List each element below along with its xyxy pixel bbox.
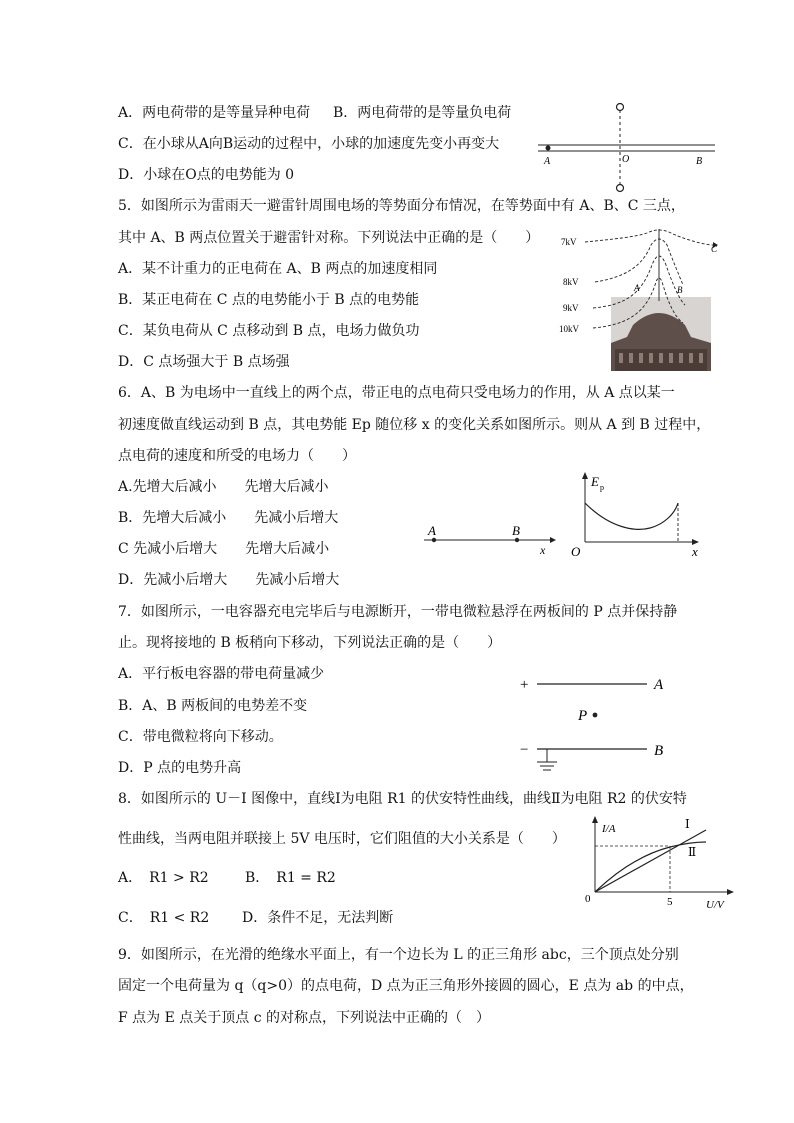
- q7-minus-sign: −: [520, 742, 529, 758]
- q7-option-a: A．平行板电容器的带电荷量减少: [118, 666, 325, 682]
- q5-label-9kv: 9kV: [563, 303, 579, 313]
- q4-label-o: O: [622, 154, 630, 165]
- q6-stem-line3: 点电荷的速度和所受的电场力（ ）: [118, 448, 356, 464]
- q4-figure: [530, 95, 730, 195]
- particle-icon: [593, 713, 598, 718]
- q7-option-d: D．P 点的电势升高: [118, 760, 242, 776]
- q6-label-a: A: [428, 523, 436, 538]
- q5-option-d: D．C 点场强大于 B 点场强: [118, 354, 290, 370]
- ep-curve: [585, 503, 678, 529]
- q7-label-b: B: [654, 743, 664, 759]
- q7-option-c: C．带电微粒将向下移动。: [118, 729, 283, 745]
- q7-option-b: B．A、B 两板间的电势差不变: [118, 698, 308, 714]
- q6-ep-graph: [565, 470, 705, 560]
- q7-stem-line2: 止。现将接地的 B 板稍向下移动，下列说法正确的是（ ）: [118, 635, 502, 651]
- q8-stem-line1: 8．如图所示的 U－I 图像中，直线Ⅰ为电阻 R1 的伏安特性曲线，曲线Ⅱ为电阻 R2 的伏安特: [118, 791, 687, 807]
- bottom-charge-icon: [617, 185, 624, 192]
- q4-label-a: A: [544, 156, 551, 167]
- point-a-icon: [432, 538, 436, 542]
- top-charge-icon: [617, 104, 624, 111]
- q8-iu-graph: [578, 812, 738, 912]
- q8-label-line2: Ⅱ: [688, 845, 697, 859]
- q6-line-figure: [420, 515, 560, 560]
- q5-option-b: B．某正电荷在 C 点的电势能小于 B 点的电势能: [118, 292, 420, 308]
- q8-option-b: B． R1 = R2: [245, 870, 336, 886]
- q5-option-a: A．某不计重力的正电荷在 A、B 两点的加速度相同: [118, 261, 438, 277]
- q5-stem-line1: 5．如图所示为雷雨天一避雷针周围电场的等势面分布情况，在等势面中有 A、B、C 三点，: [118, 198, 685, 214]
- q6-label-o: O: [571, 544, 581, 559]
- q8-label-x: U/V: [706, 899, 724, 911]
- q6-label-b: B: [512, 523, 520, 538]
- q9-stem-line2: 固定一个电荷量为 q（q>0）的点电荷，D 点为正三角形外接圆的圆心，E 点为 ab 的中点，: [118, 978, 694, 994]
- q8-label-origin: 0: [585, 893, 591, 905]
- q7-label-p: P: [578, 708, 588, 724]
- q6-option-c: C 先减小后增大 先增大后减小: [118, 541, 330, 557]
- q5-stem-line2: 其中 A、B 两点位置关于避雷针对称。下列说法中正确的是（ ）: [118, 230, 540, 246]
- q8-stem-line2: 性曲线，当两电阻并联接上 5V 电压时，它们阻值的大小关系是（ ）: [118, 831, 566, 847]
- q4-option-d: D．小球在O点的电势能为 0: [118, 167, 295, 183]
- q6-label-x2: x: [692, 544, 698, 559]
- ground-icon: [537, 749, 557, 770]
- q8-label-line1: Ⅰ: [685, 817, 690, 831]
- ball-icon: [546, 146, 551, 151]
- q9-stem-line3: F 点为 E 点关于顶点 c 的对称点，下列说法中正确的（ ）: [118, 1010, 491, 1026]
- q8-option-c: C． R1 < R2: [118, 910, 210, 926]
- q6-option-b: B．先增大后减小 先减小后增大: [118, 510, 339, 526]
- q6-label-x: x: [540, 543, 546, 557]
- q6-stem-line1: 6．A、B 为电场中一直线上的两个点，带正电的点电荷只受电场力的作用，从 A 点以某一: [118, 385, 675, 401]
- q6-label-ep-sub: p: [600, 483, 604, 492]
- q7-capacitor-figure: [515, 670, 675, 780]
- q5-label-7kv: 7kV: [561, 237, 577, 247]
- q5-label-a: A: [634, 283, 640, 293]
- q5-label-8kv: 8kV: [563, 277, 579, 287]
- q5-label-c: C: [711, 244, 718, 254]
- q8-label-tick: 5: [667, 896, 673, 908]
- q8-option-d: D．条件不足，无法判断: [242, 910, 394, 926]
- q7-label-a: A: [654, 677, 664, 693]
- line-i: [595, 830, 706, 892]
- q4-label-b: B: [696, 156, 703, 167]
- q6-option-d: D．先减小后增大 先减小后增大: [118, 572, 340, 588]
- q5-label-b: B: [677, 285, 683, 295]
- q8-label-y: I/A: [602, 823, 616, 835]
- q6-stem-line2: 初速度做直线运动到 B 点，其电势能 Ep 随位移 x 的变化关系如图所示。则从 A 到 B 过程中，: [118, 417, 711, 433]
- q7-stem-line1: 7．如图所示，一电容器充电完毕后与电源断开，一带电微粒悬浮在两板间的 P 点并保持静: [118, 604, 678, 620]
- q5-option-c: C．某负电荷从 C 点移动到 B 点，电场力做负功: [118, 323, 420, 339]
- q4-option-b: B．两电荷带的是等量负电荷: [333, 105, 512, 121]
- q6-label-ep: E: [591, 474, 599, 489]
- q5-figure: [555, 225, 730, 375]
- point-b-icon: [515, 538, 519, 542]
- q9-stem-line1: 9．如图所示，在光滑的绝缘水平面上，有一个边长为 L 的正三角形 abc，三个顶点处分别: [118, 947, 679, 963]
- q4-option-a: A．两电荷带的是等量异种电荷: [118, 105, 311, 121]
- q7-plus-sign: +: [520, 677, 529, 693]
- q5-label-10kv: 10kV: [559, 324, 579, 334]
- q6-option-a: A.先增大后减小 先增大后减小: [118, 479, 329, 495]
- q4-option-c: C．在小球从A向B运动的过程中，小球的加速度先变小再变大: [118, 136, 500, 152]
- q8-option-a: A． R1 > R2: [118, 870, 209, 886]
